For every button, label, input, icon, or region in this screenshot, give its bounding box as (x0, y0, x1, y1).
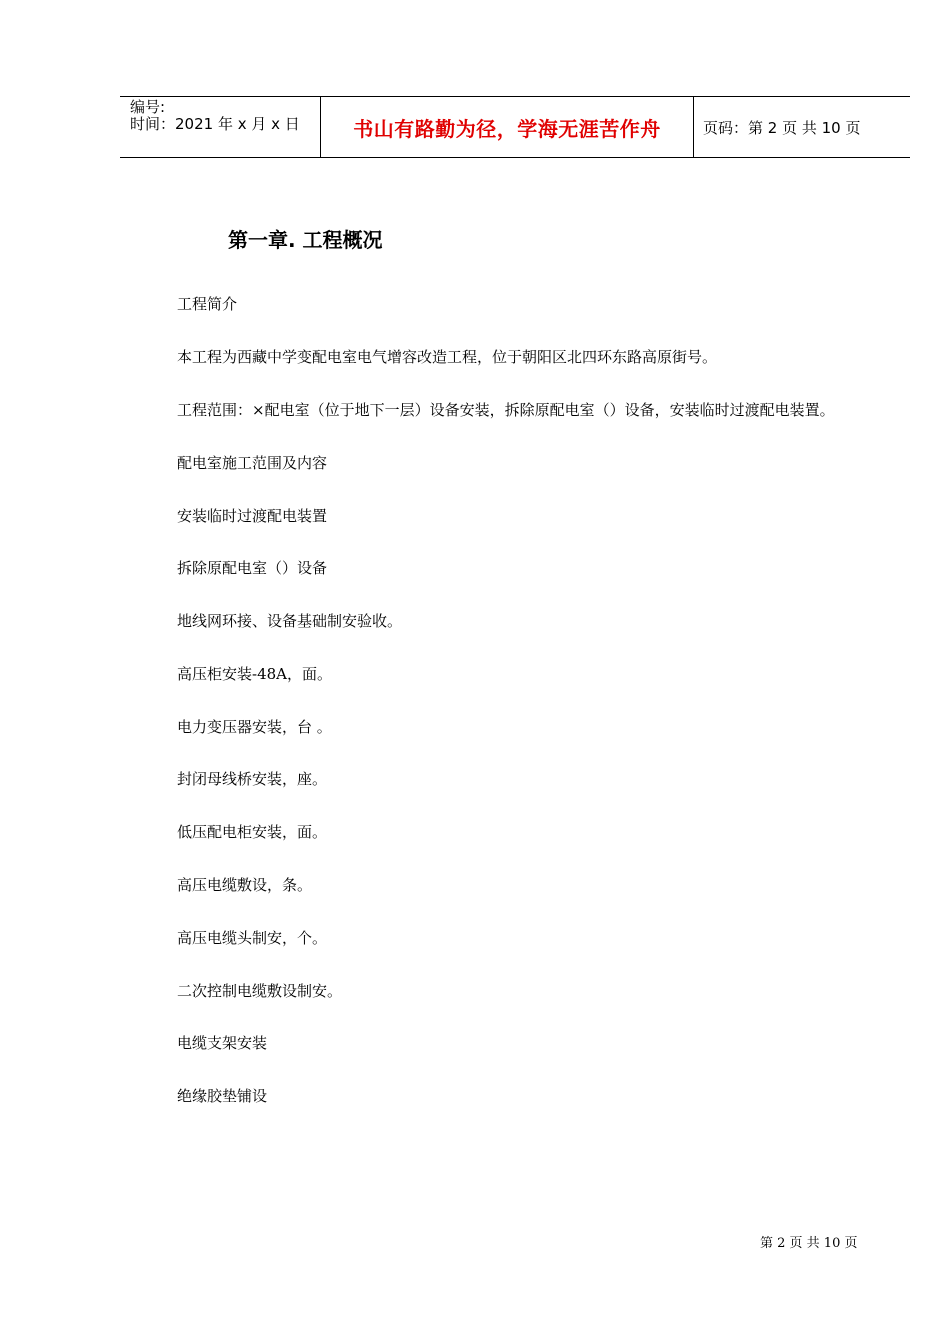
paragraph: 高压电缆敷设，条。 (177, 876, 313, 894)
paragraph: 电缆支架安装 (177, 1034, 268, 1052)
page-header (120, 96, 910, 158)
header-page-info: 页码：第 2 页 共 10 页 (703, 118, 861, 137)
paragraph: 工程范围：×配电室（位于地下一层）设备安装，拆除原配电室（）设备，安装临时过渡配电装置。 (177, 401, 835, 419)
paragraph: 工程简介 (177, 295, 238, 313)
paragraph: 高压柜安装-48A，面。 (177, 665, 332, 683)
paragraph: 二次控制电缆敷设制安。 (177, 982, 343, 1000)
paragraph: 配电室施工范围及内容 (177, 454, 328, 472)
paragraph: 高压电缆头制安，个。 (177, 929, 328, 947)
paragraph: 拆除原配电室（）设备 (177, 559, 328, 577)
paragraph: 封闭母线桥安装，座。 (177, 770, 328, 788)
time-label: 时间：2021 年 x 月 x 日 (130, 115, 300, 133)
header-meta-cell (120, 97, 321, 157)
paragraph: 低压配电柜安装，面。 (177, 823, 328, 841)
page-footer: 第 2 页 共 10 页 (760, 1236, 858, 1251)
header-motto: 书山有路勤为径，学海无涯苦作舟 (321, 97, 694, 157)
paragraph: 本工程为西藏中学变配电室电气增容改造工程，位于朝阳区北四环东路高原街号。 (177, 348, 718, 366)
paragraph: 地线网环接、设备基础制安验收。 (177, 612, 403, 630)
paragraph: 安装临时过渡配电装置 (177, 507, 328, 525)
paragraph: 电力变压器安装，台 。 (177, 718, 332, 736)
chapter-title: 第一章. 工程概况 (228, 228, 383, 252)
serial-label: 编号: (130, 98, 166, 116)
paragraph: 绝缘胶垫铺设 (177, 1087, 268, 1105)
